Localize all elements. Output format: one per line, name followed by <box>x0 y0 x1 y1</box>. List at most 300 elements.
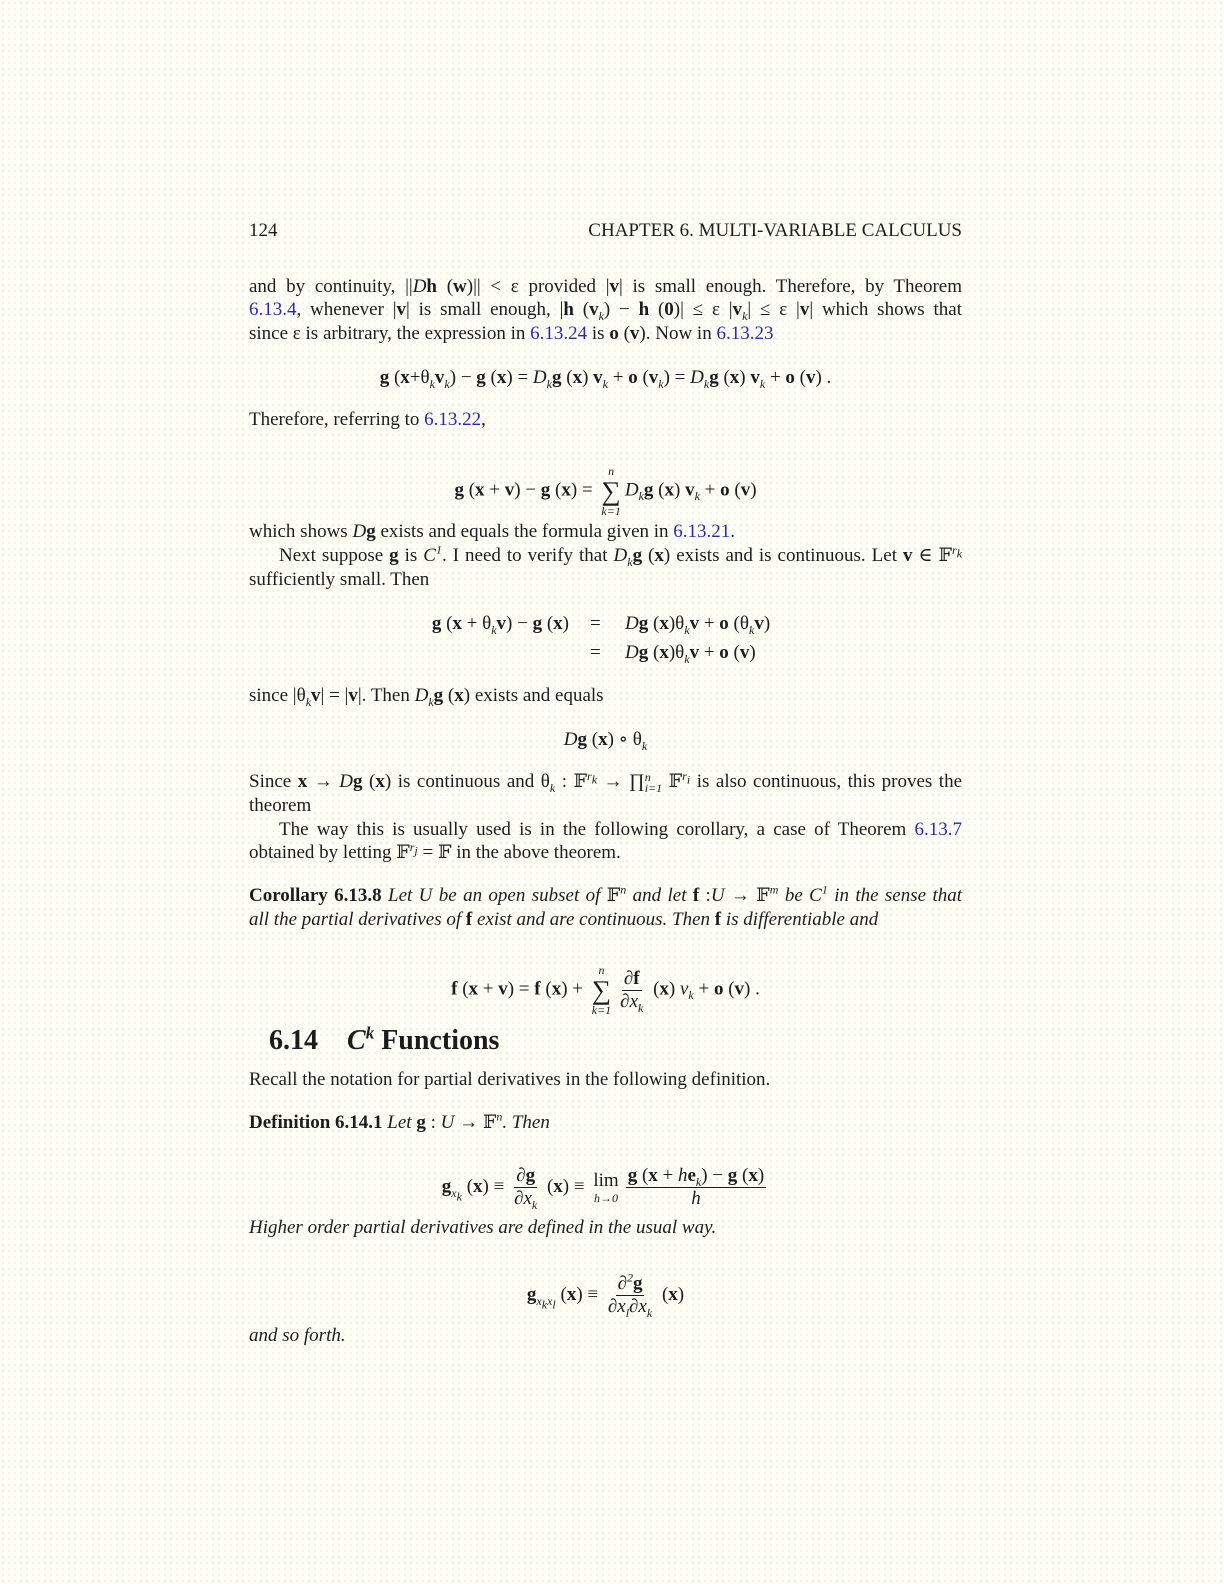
subscript: k <box>703 376 710 391</box>
math-text: 𝔽 <box>662 771 683 792</box>
math-text: x <box>659 642 669 663</box>
subscript: k <box>638 489 644 504</box>
math-text: ) exists and equals <box>463 685 604 706</box>
math-text: ) <box>562 613 569 634</box>
math-text: g <box>638 613 649 634</box>
math-text: C <box>423 545 436 566</box>
math-text: and by continuity, || <box>249 276 413 297</box>
math-text: v <box>799 299 810 320</box>
math-text: The way this is usually used is in the following corollary, a case of Theorem <box>279 819 915 840</box>
math-text: )θ <box>668 613 685 634</box>
math-text: ) = <box>570 479 598 501</box>
operator-lower-limit: k=1 <box>591 1003 612 1017</box>
math-text: ) = <box>663 367 691 388</box>
math-text: g <box>540 479 551 501</box>
math-text: in the sense that <box>827 885 962 906</box>
math-text: ) <box>677 1283 685 1305</box>
math-text: x <box>566 1283 577 1305</box>
math-text: ∂ <box>516 1165 526 1186</box>
equation-lhs <box>432 612 569 636</box>
math-text: v <box>589 299 599 320</box>
text-line <box>249 1068 962 1092</box>
math-text: | is small enough. Therefore, by Theorem <box>619 276 963 297</box>
math-text: x <box>654 545 664 566</box>
math-text: ) is continuous and θ <box>384 771 550 792</box>
math-text: x <box>668 1283 678 1305</box>
supscript: 2 <box>626 1270 633 1285</box>
cross-reference-link[interactable]: 6.13.22 <box>424 409 482 430</box>
math-text: v <box>629 323 640 344</box>
math-text: v <box>685 479 695 501</box>
equation <box>249 464 962 518</box>
text-line <box>249 408 962 432</box>
supscript <box>587 768 598 787</box>
math-text: ( <box>362 771 376 792</box>
math-text: which shows <box>249 521 353 542</box>
math-text: v <box>739 642 750 663</box>
subscript: k <box>638 1000 644 1015</box>
numerator <box>622 968 642 991</box>
text-line <box>249 520 962 544</box>
math-text: v <box>732 299 743 320</box>
subscript: k <box>429 376 435 391</box>
math-text: h <box>638 299 650 320</box>
math-text: ( <box>718 367 730 388</box>
math-text: Functions <box>374 1025 500 1056</box>
equation <box>249 963 962 1017</box>
math-text: exists and equals the formula given in <box>375 521 674 542</box>
math-text: : <box>699 885 711 906</box>
subscript: i <box>686 772 691 787</box>
math-text: ) − <box>449 367 477 388</box>
text-line <box>249 322 962 346</box>
math-text: x <box>496 367 507 388</box>
subscript: k <box>549 780 556 795</box>
math-text: ) <box>757 1165 765 1186</box>
math-text: ) <box>749 642 756 663</box>
subscript: k <box>695 1174 702 1189</box>
cross-reference-link[interactable]: 6.13.21 <box>673 521 731 542</box>
math-text: U <box>710 885 725 906</box>
math-text: theorem <box>249 795 312 816</box>
text-line <box>249 770 962 794</box>
supscript: 1 <box>435 542 442 557</box>
math-text: ( <box>723 978 735 1000</box>
text-line <box>249 298 962 322</box>
math-text: x <box>553 613 563 634</box>
equals-sign: = <box>590 613 601 634</box>
math-text: ( <box>389 367 401 388</box>
math-text: x <box>659 978 669 1000</box>
math-text: |. Then <box>357 685 415 706</box>
subscript: k <box>956 546 963 561</box>
numerator <box>514 1165 537 1188</box>
math-text: v <box>609 276 620 297</box>
math-text: is also continuous, this proves the <box>690 771 963 792</box>
math-text: v <box>902 545 913 566</box>
equation <box>249 366 962 390</box>
subscript: k <box>641 738 648 753</box>
math-text: g <box>525 1165 536 1186</box>
supscript <box>682 768 691 787</box>
math-text: D <box>625 642 639 663</box>
math-text: x <box>729 367 740 388</box>
math-text: , <box>481 409 486 430</box>
subscript: k <box>627 554 633 569</box>
math-text: . <box>730 521 736 542</box>
math-text: ( <box>561 367 573 388</box>
lower-limit: i=1 <box>644 780 663 795</box>
math-text: ( <box>648 978 660 1000</box>
math-text: g <box>441 1175 452 1197</box>
math-text: ( <box>618 323 630 344</box>
math-text: ∂ <box>514 1188 524 1209</box>
math-text: r <box>409 839 415 854</box>
math-text: Higher order partial derivatives are defined in the usual way. <box>249 1217 717 1238</box>
math-text: v <box>434 367 445 388</box>
denominator <box>689 1188 703 1210</box>
math-text: and let <box>626 885 693 906</box>
math-text: ( <box>540 978 552 1000</box>
math-text: ( <box>649 299 665 320</box>
math-text: ( <box>637 367 649 388</box>
math-text: x <box>375 771 385 792</box>
math-text: x <box>617 1296 626 1317</box>
math-text: ( <box>637 1165 649 1186</box>
math-text: ∈ 𝔽 <box>912 545 953 566</box>
subscript: k <box>598 308 604 323</box>
math-text: x <box>553 1175 563 1197</box>
section-title <box>347 1025 499 1056</box>
math-text: + <box>657 1165 678 1186</box>
text-line <box>249 794 962 818</box>
text-line <box>249 544 962 568</box>
math-text: f <box>692 885 700 906</box>
numerator <box>626 1165 767 1188</box>
cross-reference-link[interactable]: 6.13.7 <box>914 819 962 840</box>
math-text: . Then <box>502 1112 550 1133</box>
math-text: v <box>740 479 751 501</box>
math-text: ( <box>729 479 741 501</box>
math-text: h <box>677 1165 688 1186</box>
cross-reference-link[interactable]: 6.13.24 <box>530 323 588 344</box>
math-text: : 𝔽 <box>555 771 588 792</box>
math-text: r <box>587 768 592 783</box>
math-text: | ≤ ε | <box>747 299 800 320</box>
math-text: + θ <box>461 613 492 634</box>
subscript: k <box>658 376 664 391</box>
math-text: v <box>750 367 760 388</box>
denominator <box>512 1188 539 1210</box>
math-text: ( <box>437 276 454 297</box>
math-text: D <box>625 613 639 634</box>
subscript: k <box>688 988 694 1003</box>
math-text: sufficiently small. Then <box>249 569 430 590</box>
math-text: C <box>809 885 822 906</box>
math-text: + <box>765 367 786 388</box>
math-text: ) = <box>506 367 533 388</box>
subscript: k <box>541 1297 548 1312</box>
math-text: ) <box>739 367 751 388</box>
math-text: D <box>532 367 547 388</box>
math-text: h <box>691 1188 701 1209</box>
math-text: D <box>339 771 354 792</box>
math-text: e <box>687 1165 696 1186</box>
math-text: = 𝔽 in the above theorem. <box>417 842 621 863</box>
math-text: ( <box>550 479 562 501</box>
math-text: ∂ <box>607 1296 618 1317</box>
subscript: k <box>759 376 766 391</box>
math-text: v <box>504 479 515 501</box>
math-text: x <box>598 729 608 750</box>
math-text: x <box>638 1296 647 1317</box>
math-text: ( <box>457 978 469 1000</box>
math-text: exist and are continuous. Then <box>472 909 715 930</box>
math-text: v <box>348 685 358 706</box>
math-text: ) − <box>506 613 533 634</box>
math-text: f <box>714 909 722 930</box>
math-text: | which shows that <box>809 299 962 320</box>
math-text: D <box>563 729 578 750</box>
math-text: x <box>629 990 638 1012</box>
section-number: 6.14 <box>269 1025 318 1056</box>
math-text: o <box>719 642 729 663</box>
math-text: ) <box>668 978 680 1000</box>
math-text: g <box>577 729 588 750</box>
math-text: x <box>452 613 462 634</box>
math-text: g <box>353 771 363 792</box>
math-text: v <box>311 685 321 706</box>
math-text: ( <box>461 1175 474 1197</box>
math-text: ) − <box>514 479 541 501</box>
math-text: D <box>412 276 427 297</box>
math-text: | = | <box>320 685 349 706</box>
math-text: obtained by letting 𝔽 <box>249 842 410 863</box>
math-text: g <box>632 545 643 566</box>
math-text: x <box>523 1188 532 1209</box>
math-text: v <box>805 367 816 388</box>
math-text: ∂ <box>623 967 634 989</box>
math-text: ) <box>750 479 757 501</box>
math-text: x <box>451 1185 457 1200</box>
math-text: ( <box>443 685 455 706</box>
math-text: g <box>476 367 486 388</box>
math-text: 0 <box>664 299 674 320</box>
math-text: ( <box>737 1165 749 1186</box>
math-text: → 𝔽 <box>724 885 770 906</box>
subscript: k <box>444 376 450 391</box>
supscript <box>952 542 963 561</box>
running-header <box>249 219 962 243</box>
math-text: ( <box>653 479 665 501</box>
math-text: x <box>536 1293 542 1308</box>
math-text: r <box>952 542 957 557</box>
math-text: g <box>416 1112 426 1133</box>
math-text: ( <box>441 613 453 634</box>
math-text: o <box>719 613 729 634</box>
upper-limit: n <box>644 769 651 784</box>
operator-symbol: lim <box>593 1169 619 1191</box>
math-text: g <box>389 545 399 566</box>
math-text: x <box>664 479 674 501</box>
math-text: ( <box>573 299 590 320</box>
cross-reference-link[interactable]: 6.13.23 <box>716 323 774 344</box>
text-line <box>249 568 962 592</box>
math-text: ) ∘ θ <box>607 729 642 750</box>
math-text: ( <box>485 367 497 388</box>
math-text: f <box>534 978 541 1000</box>
math-text: n <box>620 882 627 897</box>
math-text: ). Now in <box>639 323 717 344</box>
math-text: , whenever | <box>296 299 397 320</box>
subscript: k <box>748 622 755 637</box>
math-text: ∂ <box>620 990 630 1012</box>
math-text: o <box>720 479 730 501</box>
math-text: g <box>526 1283 537 1305</box>
text-line <box>249 275 962 299</box>
subscript: l <box>625 1305 630 1320</box>
subscript <box>451 1185 462 1204</box>
math-text: g <box>632 1273 643 1294</box>
math-text: ( <box>642 545 655 566</box>
math-text: g <box>627 1165 638 1186</box>
cross-reference-link[interactable]: 6.13.4 <box>249 299 297 320</box>
math-text: g <box>643 479 654 501</box>
math-text: g <box>532 613 543 634</box>
math-text: Corollary 6.13.8 <box>249 885 382 906</box>
page-number: 124 <box>249 220 278 241</box>
math-text: v <box>689 642 700 663</box>
subscript: j <box>414 843 418 858</box>
fraction <box>512 1165 539 1210</box>
math-text: +θ <box>409 367 430 388</box>
math-text: D <box>624 479 639 501</box>
math-text: r <box>682 768 687 783</box>
equation <box>249 728 962 752</box>
math-text: x <box>748 1165 758 1186</box>
math-text: and so forth. <box>249 1325 346 1346</box>
subscript: k <box>428 694 434 709</box>
math-text: x <box>400 367 410 388</box>
math-text: v <box>754 613 764 634</box>
subscript: k <box>456 1189 462 1204</box>
product-limits <box>644 769 663 795</box>
math-text: ( <box>555 1283 567 1305</box>
fraction <box>618 968 645 1013</box>
math-text: g <box>379 367 390 388</box>
math-text: x <box>561 479 571 501</box>
math-text: f <box>465 909 473 930</box>
math-text: )|| < ε provided | <box>466 276 610 297</box>
math-text: w <box>453 276 467 297</box>
math-text: ( <box>542 1175 554 1197</box>
math-text: x <box>659 613 669 634</box>
summation-operator <box>601 464 620 518</box>
math-text: x <box>454 685 464 706</box>
math-text: | is small enough, | <box>406 299 564 320</box>
math-text: x <box>551 978 562 1000</box>
math-text: g <box>709 367 719 388</box>
math-text: + <box>699 479 721 501</box>
math-text: m <box>769 882 779 897</box>
math-text: ) + <box>561 978 588 1000</box>
math-text: ) = <box>507 978 535 1000</box>
math-text: ) − <box>701 1165 728 1186</box>
subscript: k <box>742 308 748 323</box>
math-text: v <box>496 613 507 634</box>
corollary-line <box>249 884 962 908</box>
math-text: x <box>297 771 308 792</box>
subscript: k <box>546 376 552 391</box>
definition-line <box>249 1111 962 1135</box>
math-text: ( <box>728 642 740 663</box>
math-text: g <box>433 685 444 706</box>
math-text: ( <box>648 613 660 634</box>
math-text: ) ≡ <box>576 1283 603 1305</box>
math-text: D <box>414 685 429 706</box>
math-text: h <box>426 276 437 297</box>
math-text: f <box>633 967 640 989</box>
corollary-line <box>249 908 962 932</box>
math-text: v <box>593 367 603 388</box>
math-text: v <box>498 978 508 1000</box>
math-text: o <box>713 978 724 1000</box>
math-text: v <box>734 978 745 1000</box>
math-text: is <box>587 323 610 344</box>
subscript: k <box>646 1305 653 1320</box>
math-text: f <box>451 978 458 1000</box>
math-text: + <box>607 367 629 388</box>
math-text: : <box>425 1112 441 1133</box>
math-text: is differentiable and <box>721 909 879 930</box>
operator-symbol: ∑ <box>601 476 621 506</box>
equals-sign: = <box>590 642 601 663</box>
math-text: U <box>440 1112 455 1133</box>
math-text: x <box>572 367 583 388</box>
math-text: → <box>307 771 340 792</box>
math-text: )| ≤ ε | <box>673 299 733 320</box>
math-text: ( <box>794 367 806 388</box>
math-text: D <box>352 521 367 542</box>
math-text: g <box>366 521 376 542</box>
math-text: ( <box>648 642 660 663</box>
math-text: (θ <box>728 613 749 634</box>
math-text: ( <box>542 613 554 634</box>
math-text: be <box>778 885 810 906</box>
math-text: + <box>478 978 499 1000</box>
math-text: h <box>563 299 574 320</box>
subscript: l <box>552 1297 556 1312</box>
math-text: → ∏ <box>597 771 645 792</box>
math-text: g <box>551 367 562 388</box>
math-text: ) ≡ <box>482 1175 510 1197</box>
text-line <box>249 1324 962 1348</box>
subscript: k <box>305 694 312 709</box>
section-heading <box>269 1022 499 1060</box>
math-text: + <box>699 613 720 634</box>
math-text: is <box>398 545 424 566</box>
limit-operator <box>593 1171 618 1205</box>
subscript: k <box>684 651 690 666</box>
math-text: x <box>475 479 485 501</box>
math-text: . I need to verify that <box>441 545 614 566</box>
numerator <box>616 1270 645 1296</box>
denominator <box>618 991 645 1013</box>
math-text: all the partial derivatives of <box>249 909 466 930</box>
math-text: Therefore, referring to <box>249 409 425 430</box>
equation-rhs <box>625 641 756 665</box>
math-text: ) . <box>744 978 760 1000</box>
